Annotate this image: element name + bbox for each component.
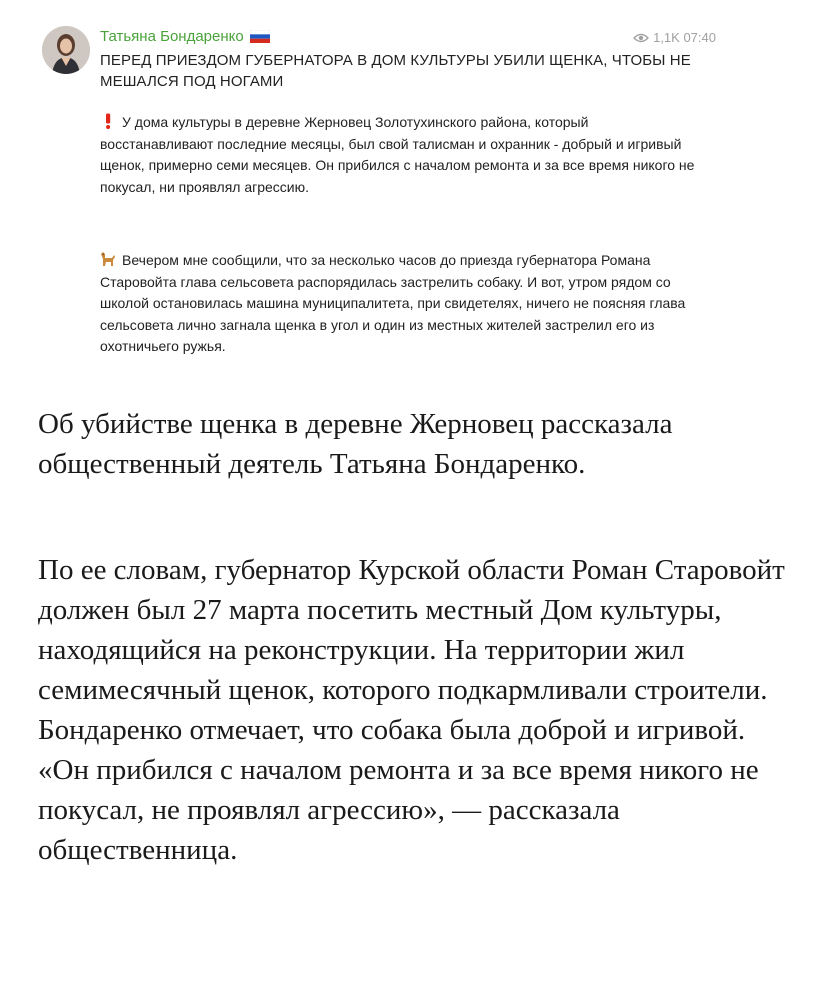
article-paragraph-1: Об убийстве щенка в деревне Жерновец рассказала общественный деятель Татьяна Бондаренко. [38, 408, 673, 480]
post-time: 07:40 [683, 30, 716, 45]
avatar-image [42, 26, 90, 74]
telegram-post-card [38, 14, 790, 374]
post-author-name[interactable]: Татьяна Бондаренко [100, 28, 244, 45]
post-paragraph-2 [100, 250, 700, 358]
post-paragraph-2-text: Вечером мне сообщили, что за несколько часов до приезда губернатора Романа Старовойта глава сельсовета распорядилась застрелить собаку. И вот, утром рядом со школой остановилась машина муниципалитета, при свидетелях, ничего не поясняя глава сельсовета лично загнала щенка в угол и один из местных жителей застрелил его из охотничьего ружья. [100, 252, 686, 354]
post-headline: ПЕРЕД ПРИЕЗДОМ ГУБЕРНАТОРА В ДОМ КУЛЬТУРЫ УБИЛИ ЩЕНКА, ЧТОБЫ НЕ МЕШАЛСЯ ПОД НОГАМИ [100, 52, 691, 90]
eye-icon [633, 32, 649, 44]
dog-icon [100, 251, 116, 267]
post-paragraph-1 [100, 112, 700, 198]
exclamation-icon [100, 113, 116, 129]
view-count: 1,1K [653, 30, 680, 45]
russia-flag-icon [250, 30, 270, 43]
article-paragraph-2: По ее словам, губернатор Курской области Роман Старовойт должен был 27 марта посетить местный Дом культуры, находящийся на реконструкции. На территории жил семимесячный щенок, которого подкармливали строители. Бондаренко отмечает, что собака была доброй и игривой. «Он прибился с началом ремонта и за все время никого не покусал, не проявлял агрессию», — рассказала общественница. [38, 554, 785, 866]
post-author[interactable] [100, 28, 270, 45]
post-paragraph-1-text: У дома культуры в деревне Жерновец Золотухинского района, который восстанавливают последние месяцы, был свой талисман и охранник - добрый и игривый щенок, примерно семи месяцев. Он прибился с началом ремонта и за все время никого не покусал, ни проявлял агрессию. [100, 114, 695, 195]
post-meta [633, 30, 716, 45]
avatar[interactable] [42, 26, 90, 74]
